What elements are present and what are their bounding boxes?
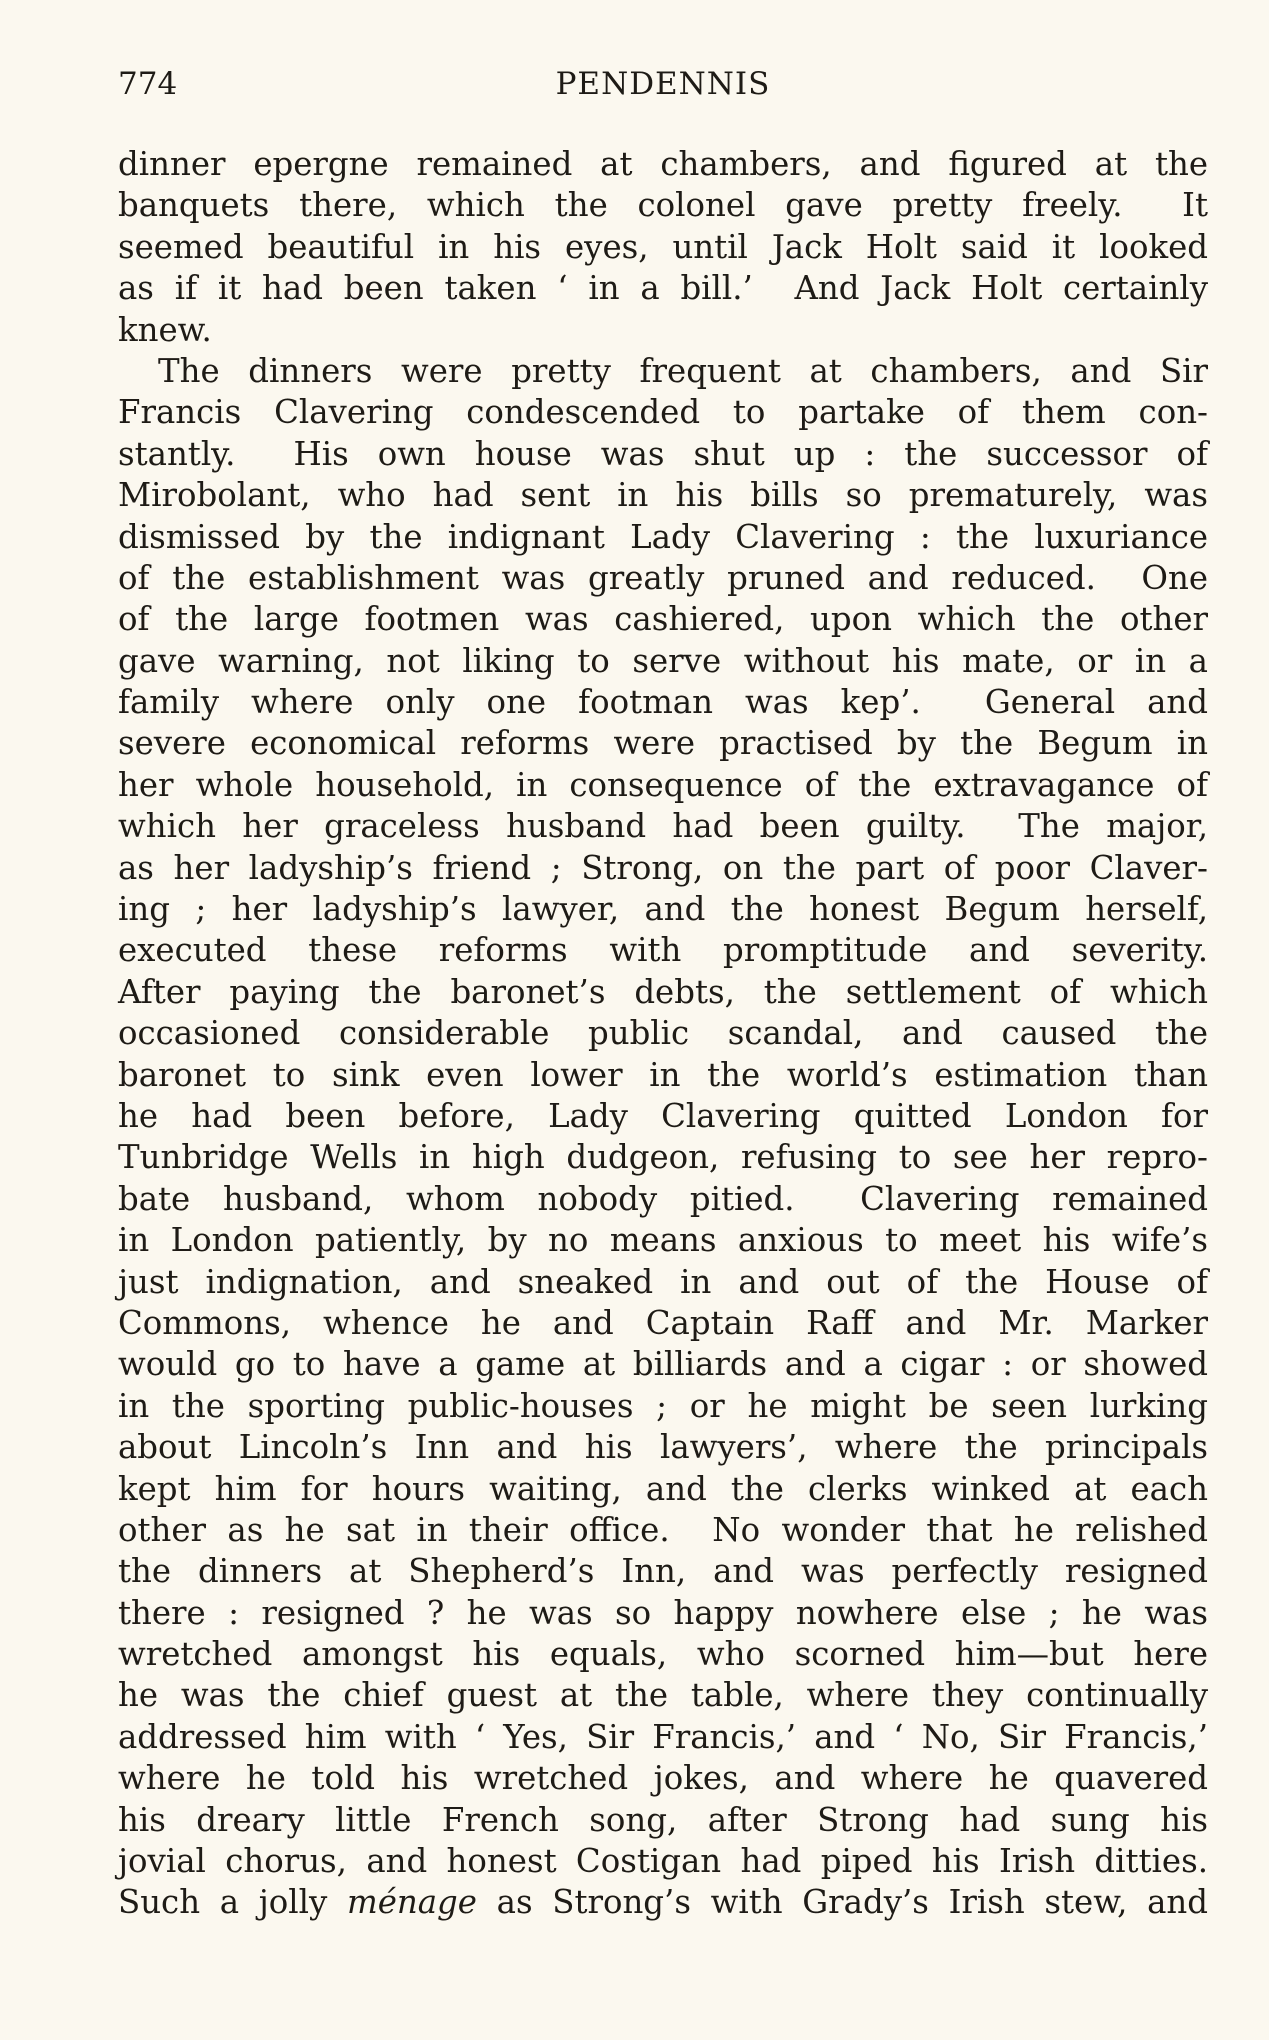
text-segment: wretched amongst his equals, who scorned him—but here <box>118 1635 1208 1674</box>
text-segment: family where only one footman was kep’. General and <box>118 683 1208 722</box>
text-line <box>118 1758 1208 1799</box>
text-line <box>118 1717 1208 1758</box>
text-segment: which her graceless husband had been guilty. The major, <box>118 807 1208 846</box>
text-line <box>118 889 1208 930</box>
text-segment: other as he sat in their office. No wonder that he relished <box>118 1510 1208 1549</box>
text-segment: After paying the baronet’s debts, the settlement of which <box>118 972 1208 1011</box>
text-line <box>118 1013 1208 1054</box>
text-line <box>118 1551 1208 1592</box>
text-segment: in the sporting public-houses ; or he might be seen lurking <box>118 1386 1208 1425</box>
text-segment: her whole household, in consequence of the extravagance of <box>118 765 1208 804</box>
text-segment: as if it had been taken ‘ in a bill.’ And Jack Holt certainly <box>118 269 1208 308</box>
text-line <box>118 1055 1208 1096</box>
text-line <box>118 1510 1208 1551</box>
text-line <box>118 1220 1208 1261</box>
text-line <box>118 1179 1208 1220</box>
body-text <box>118 144 1208 1924</box>
text-segment: dismissed by the indignant Lady Clavering : the luxuriance <box>118 517 1208 556</box>
text-segment: stantly. His own house was shut up : the successor of <box>118 434 1208 473</box>
text-segment: bate husband, whom nobody pitied. Clavering remained <box>118 1179 1208 1218</box>
text-segment: where he told his wretched jokes, and where he quavered <box>118 1759 1208 1798</box>
text-line <box>118 1882 1208 1923</box>
text-line <box>118 1593 1208 1634</box>
text-line <box>118 1675 1208 1716</box>
text-segment: he had been before, Lady Clavering quitted London for <box>118 1096 1208 1135</box>
text-segment: knew. <box>118 310 212 349</box>
text-line <box>118 1634 1208 1675</box>
text-segment: he was the chief guest at the table, where they continually <box>118 1676 1208 1715</box>
text-line <box>118 1262 1208 1303</box>
text-segment: severe economical reforms were practised by the Begum in <box>118 724 1208 763</box>
text-segment: there : resigned ? he was so happy nowhere else ; he was <box>118 1593 1208 1632</box>
text-line <box>118 1800 1208 1841</box>
text-segment: just indignation, and sneaked in and out of the House of <box>118 1262 1208 1301</box>
text-segment: Mirobolant, who had sent in his bills so prematurely, was <box>118 476 1208 515</box>
text-line <box>118 185 1208 226</box>
text-line <box>118 475 1208 516</box>
text-segment: in London patiently, by no means anxious to meet his wife’s <box>118 1221 1208 1260</box>
text-line <box>118 392 1208 433</box>
text-segment: addressed him with ‘ Yes, Sir Francis,’ and ‘ No, Sir Francis,’ <box>118 1717 1208 1756</box>
text-segment: occasioned considerable public scandal, and caused the <box>118 1014 1208 1053</box>
text-segment: his dreary little French song, after Strong had sung his <box>118 1800 1208 1839</box>
text-segment: ing ; her ladyship’s lawyer, and the honest Begum herself, <box>118 890 1208 929</box>
text-segment: Such a jolly <box>118 1883 347 1922</box>
text-line <box>118 1096 1208 1137</box>
page-number: 774 <box>118 66 178 102</box>
text-segment: the dinners at Shepherd’s Inn, and was perfectly resigned <box>118 1552 1208 1591</box>
text-line <box>118 599 1208 640</box>
running-title: PENDENNIS <box>555 66 771 102</box>
text-segment: executed these reforms with promptitude and severity. <box>118 931 1208 970</box>
text-line <box>118 434 1208 475</box>
text-segment: kept him for hours waiting, and the clerks winked at each <box>118 1469 1208 1508</box>
text-line <box>118 723 1208 764</box>
text-line <box>118 930 1208 971</box>
text-line <box>118 806 1208 847</box>
text-segment: The dinners were pretty frequent at chambers, and Sir <box>158 351 1208 390</box>
text-line <box>118 1841 1208 1882</box>
text-line <box>118 972 1208 1013</box>
text-segment: of the establishment was greatly pruned and reduced. One <box>118 558 1208 597</box>
text-segment: gave warning, not liking to serve without his mate, or in a <box>118 641 1208 680</box>
text-segment: of the large footmen was cashiered, upon which the other <box>118 600 1208 639</box>
text-segment: seemed beautiful in his eyes, until Jack Holt said it looked <box>118 227 1208 266</box>
text-line <box>118 765 1208 806</box>
running-head <box>118 66 1208 110</box>
text-line <box>118 641 1208 682</box>
text-line <box>118 351 1208 392</box>
text-line <box>118 1386 1208 1427</box>
text-segment: Francis Clavering condescended to partake of them con- <box>118 393 1208 432</box>
italic-text: ménage <box>346 1883 477 1922</box>
text-line <box>118 558 1208 599</box>
text-line <box>118 1427 1208 1468</box>
text-segment: Commons, whence he and Captain Raff and Mr. Marker <box>118 1303 1208 1342</box>
text-line <box>118 144 1208 185</box>
text-segment: as her ladyship’s friend ; Strong, on the part of poor Claver- <box>118 848 1208 887</box>
text-segment: as Strong’s with Grady’s Irish stew, and <box>476 1883 1208 1922</box>
text-line <box>118 268 1208 309</box>
text-segment: banquets there, which the colonel gave pretty freely. It <box>118 186 1208 225</box>
text-line <box>118 1137 1208 1178</box>
text-line <box>118 682 1208 723</box>
text-segment: dinner epergne remained at chambers, and figured at the <box>118 145 1208 183</box>
text-segment: baronet to sink even lower in the world’s estimation than <box>118 1055 1208 1094</box>
text-line <box>118 227 1208 268</box>
text-line <box>118 1344 1208 1385</box>
text-segment: would go to have a game at billiards and a cigar : or showed <box>118 1345 1208 1384</box>
text-segment: Tunbridge Wells in high dudgeon, refusing to see her repro- <box>118 1138 1208 1177</box>
text-line <box>118 1469 1208 1510</box>
text-line <box>118 517 1208 558</box>
text-line <box>118 1303 1208 1344</box>
text-line <box>118 310 1208 351</box>
text-line <box>118 848 1208 889</box>
text-segment: about Lincoln’s Inn and his lawyers’, where the principals <box>118 1428 1208 1467</box>
text-segment: jovial chorus, and honest Costigan had piped his Irish ditties. <box>118 1842 1208 1881</box>
